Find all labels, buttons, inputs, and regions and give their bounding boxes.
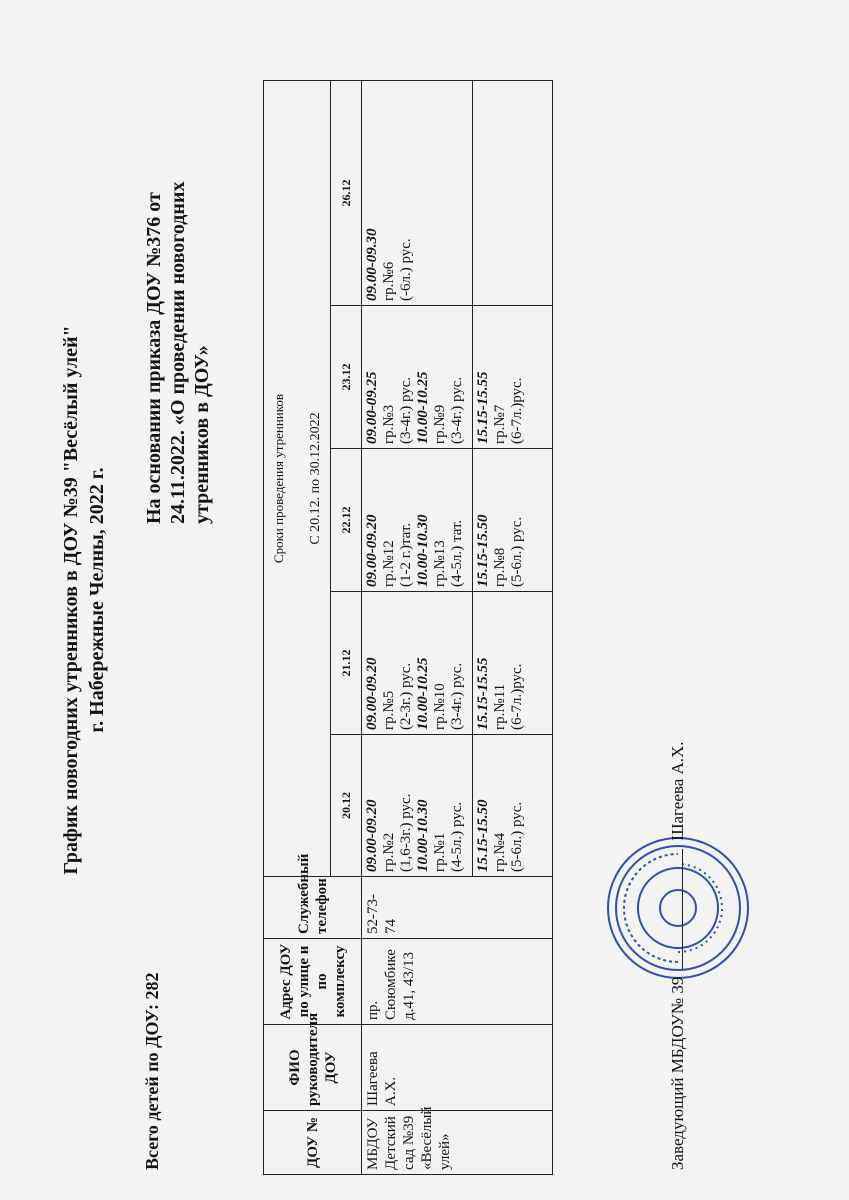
slot-age-lang: (2-3г.) рус. xyxy=(398,662,414,730)
slot-time: 09.00-09.20 xyxy=(364,657,380,730)
table-row xyxy=(362,81,473,1175)
slot-cell xyxy=(473,449,553,592)
slot-cell xyxy=(473,592,553,735)
slot-age-lang: (5-6л.) рус. xyxy=(509,801,525,872)
document-title: График новогодних утренников в ДОУ №39 "Весёлый улей" xyxy=(60,325,82,875)
slot-cell xyxy=(362,592,473,735)
slot-group: гр.№10 xyxy=(432,683,448,730)
slot-cell xyxy=(362,735,473,877)
date-header: 23.12 xyxy=(331,306,362,449)
slot-time: 15.15-15.55 xyxy=(475,371,491,444)
slot-age-lang: (5-6л.) рус. xyxy=(509,516,525,587)
slot-group: гр.№1 xyxy=(432,832,448,872)
date-header: 22.12 xyxy=(331,449,362,592)
slot-time: 15.15-15.50 xyxy=(475,514,491,587)
address-cell: пр. Сююмбике д.41, 43/13 xyxy=(362,939,553,1025)
slot-age-lang: (1-2 г.)тат. xyxy=(398,522,414,587)
signature-line xyxy=(668,741,688,1170)
schedule-table xyxy=(263,80,553,1175)
phone-cell: 52-73-74 xyxy=(362,877,553,939)
signature-prefix: Заведующий МБДОУ№ 39 xyxy=(668,976,687,1170)
order-reference: На основании приказа ДОУ №376 от 24.11.2022. «О проведении новогодних утренников в ДОУ» xyxy=(143,181,213,524)
slot-group: гр.№9 xyxy=(432,404,448,444)
slot-age-lang: (1,6-3г.) рус. xyxy=(398,793,414,872)
document-subtitle: г. Набережные Челны, 2022 г. xyxy=(86,467,108,733)
slot-group: гр.№13 xyxy=(432,540,448,587)
header-dou: ДОУ № xyxy=(264,1111,362,1175)
slot-age-lang: (6-7л.)рус. xyxy=(509,663,525,730)
slot-age-lang: (3-4г.) рус. xyxy=(449,376,465,444)
signature-underline xyxy=(682,849,683,969)
slot-cell xyxy=(362,81,473,306)
signature-name: Шагеева А.Х. xyxy=(668,741,687,841)
slot-group: гр.№6 xyxy=(381,261,397,301)
slot-cell xyxy=(473,735,553,877)
slot-time: 10.00-10.25 xyxy=(415,657,431,730)
slot-time: 10.00-10.25 xyxy=(415,371,431,444)
slot-group: гр.№11 xyxy=(492,683,508,730)
slot-cell xyxy=(473,306,553,449)
schedule-range: С 20.12. по 30.12.2022 xyxy=(307,412,323,545)
header-director: ФИО руководителя ДОУ xyxy=(264,1025,362,1111)
slot-group: гр.№5 xyxy=(381,690,397,730)
slot-age-lang: (3-4г.) рус. xyxy=(449,662,465,730)
slot-cell xyxy=(362,306,473,449)
slot-age-lang: (3-4г.) рус. xyxy=(398,376,414,444)
slot-age-lang: (4-5л.) тат. xyxy=(449,519,465,587)
slot-time: 09.00-09.30 xyxy=(364,228,380,301)
slot-time: 10.00-10.30 xyxy=(415,514,431,587)
header-address: Адрес ДОУ по улице и по комплексу xyxy=(264,939,362,1025)
slot-group: гр.№7 xyxy=(492,404,508,444)
dou-cell: МБДОУ Детский сад №39 «Весёлый улей» xyxy=(362,1111,553,1175)
schedule-title: Сроки проведения утренников xyxy=(270,393,286,564)
slot-group: гр.№2 xyxy=(381,832,397,872)
date-header: 26.12 xyxy=(331,81,362,306)
slot-time: 09.00-09.20 xyxy=(364,514,380,587)
director-cell: Шагеева А.Х. xyxy=(362,1025,553,1111)
slot-age-lang: (6-7л.)рус. xyxy=(509,377,525,444)
slot-group: гр.№3 xyxy=(381,404,397,444)
slot-age-lang: (4-5л.) рус. xyxy=(449,801,465,872)
slot-cell-empty xyxy=(473,81,553,306)
slot-cell xyxy=(362,449,473,592)
total-children: Всего детей по ДОУ: 282 xyxy=(142,972,162,1170)
slot-time: 09.00-09.20 xyxy=(364,799,380,872)
slot-group: гр.№8 xyxy=(492,547,508,587)
date-header: 20.12 xyxy=(331,735,362,877)
slot-group: гр.№4 xyxy=(492,832,508,872)
header-schedule xyxy=(264,81,331,877)
date-header: 21.12 xyxy=(331,592,362,735)
slot-time: 15.15-15.50 xyxy=(475,799,491,872)
slot-time: 10.00-10.30 xyxy=(415,799,431,872)
slot-age-lang: (-6л.) рус. xyxy=(398,238,414,301)
slot-time: 09.00-09.25 xyxy=(364,371,380,444)
header-phone: Служебный телефон xyxy=(264,877,362,939)
slot-group: гр.№12 xyxy=(381,540,397,587)
slot-time: 15.15-15.55 xyxy=(475,657,491,730)
